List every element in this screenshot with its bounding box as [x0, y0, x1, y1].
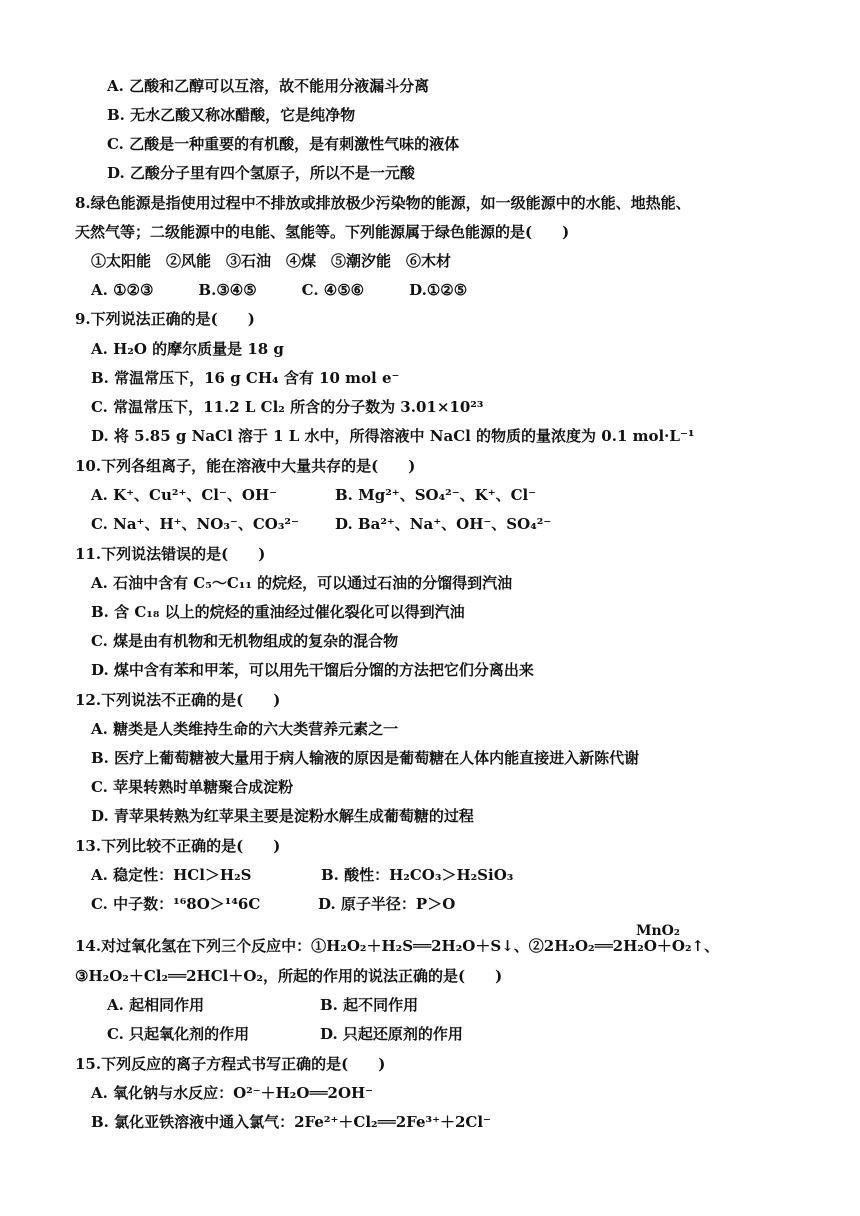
q8-stem-line1: 8.绿色能源是指使用过程中不排放或排放极少污染物的能源，如一级能源中的水能、地热能、 — [75, 194, 691, 212]
q9-option-a: A. H₂O 的摩尔质量是 18 g — [91, 340, 284, 358]
q10-option-b: B. Mg²⁺、SO₄²⁻、K⁺、Cl⁻ — [335, 486, 537, 504]
q11-option-d: D. 煤中含有苯和甲苯，可以用先干馏后分馏的方法把它们分离出来 — [91, 661, 534, 679]
q7-option-b: B. 无水乙酸又称冰醋酸，它是纯净物 — [107, 106, 356, 124]
q8-stem-line2: 天然气等；二级能源中的电能、氢能等。下列能源属于绿色能源的是( ) — [75, 223, 570, 241]
q13-stem: 13.下列比较不正确的是( ) — [75, 837, 281, 855]
q12-option-a: A. 糖类是人类维持生命的六大类营养元素之一 — [91, 720, 399, 738]
q13-option-b: B. 酸性：H₂CO₃＞H₂SiO₃ — [321, 866, 514, 884]
q10-option-a: A. K⁺、Cu²⁺、Cl⁻、OH⁻ — [91, 486, 278, 504]
q12-option-d: D. 青苹果转熟为红苹果主要是淀粉水解生成葡萄糖的过程 — [91, 807, 474, 825]
q14-stem-line1: 14.对过氧化氢在下列三个反应中：①H₂O₂＋H₂S══2H₂O＋S↓、②2H₂O₂══2H₂O＋O₂↑、 — [75, 937, 720, 955]
q15-option-b: B. 氯化亚铁溶液中通入氯气：2Fe²⁺＋Cl₂══2Fe³⁺＋2Cl⁻ — [91, 1113, 491, 1131]
q8-options: A. ①②③ B.③④⑤ C. ④⑤⑥ D.①②⑤ — [91, 281, 468, 299]
q13-option-d: D. 原子半径：P＞O — [318, 895, 456, 913]
q12-option-b: B. 医疗上葡萄糖被大量用于病人输液的原因是葡萄糖在人体内能直接进入新陈代谢 — [91, 749, 640, 767]
q14-stem-line2: ③H₂O₂＋Cl₂══2HCl＋O₂，所起的作用的说法正确的是( ) — [75, 967, 503, 985]
q10-option-d: D. Ba²⁺、Na⁺、OH⁻、SO₄²⁻ — [335, 515, 552, 533]
q14-option-c: C. 只起氧化剂的作用 — [107, 1025, 250, 1043]
q11-stem: 11.下列说法错误的是( ) — [75, 545, 266, 563]
q9-option-d: D. 将 5.85 g NaCl 溶于 1 L 水中，所得溶液中 NaCl 的物质的量浓度为 0.1 mol·L⁻¹ — [91, 427, 695, 445]
q8-items: ①太阳能 ②风能 ③石油 ④煤 ⑤潮汐能 ⑥木材 — [91, 252, 452, 270]
q9-option-c: C. 常温常压下，11.2 L Cl₂ 所含的分子数为 3.01×10²³ — [91, 398, 484, 416]
q14-option-a: A. 起相同作用 — [107, 996, 205, 1014]
q13-option-c: C. 中子数：¹⁶8O＞¹⁴6C — [91, 895, 261, 913]
q11-option-a: A. 石油中含有 C₅～C₁₁ 的烷烃，可以通过石油的分馏得到汽油 — [91, 574, 513, 592]
q10-option-c: C. Na⁺、H⁺、NO₃⁻、CO₃²⁻ — [91, 515, 299, 533]
q7-option-a: A. 乙酸和乙醇可以互溶，故不能用分液漏斗分离 — [107, 77, 430, 95]
q9-stem: 9.下列说法正确的是( ) — [75, 310, 255, 328]
q7-option-c: C. 乙酸是一种重要的有机酸，是有刺激性气味的液体 — [107, 135, 460, 153]
q14-option-d: D. 只起还原剂的作用 — [320, 1025, 463, 1043]
q13-option-a: A. 稳定性：HCl＞H₂S — [91, 866, 252, 884]
q14-catalyst-label: MnO₂ — [636, 923, 681, 939]
q7-option-d: D. 乙酸分子里有四个氢原子，所以不是一元酸 — [107, 164, 415, 182]
q11-option-c: C. 煤是由有机物和无机物组成的复杂的混合物 — [91, 632, 399, 650]
q10-stem: 10.下列各组离子，能在溶液中大量共存的是( ) — [75, 457, 416, 475]
q12-stem: 12.下列说法不正确的是( ) — [75, 691, 281, 709]
q12-option-c: C. 苹果转熟时单糖聚合成淀粉 — [91, 778, 294, 796]
q15-stem: 15.下列反应的离子方程式书写正确的是( ) — [75, 1055, 386, 1073]
q14-option-b: B. 起不同作用 — [320, 996, 419, 1014]
q9-option-b: B. 常温常压下，16 g CH₄ 含有 10 mol e⁻ — [91, 369, 400, 387]
q11-option-b: B. 含 C₁₈ 以上的烷烃的重油经过催化裂化可以得到汽油 — [91, 603, 465, 621]
q15-option-a: A. 氧化钠与水反应：O²⁻＋H₂O══2OH⁻ — [91, 1084, 374, 1102]
